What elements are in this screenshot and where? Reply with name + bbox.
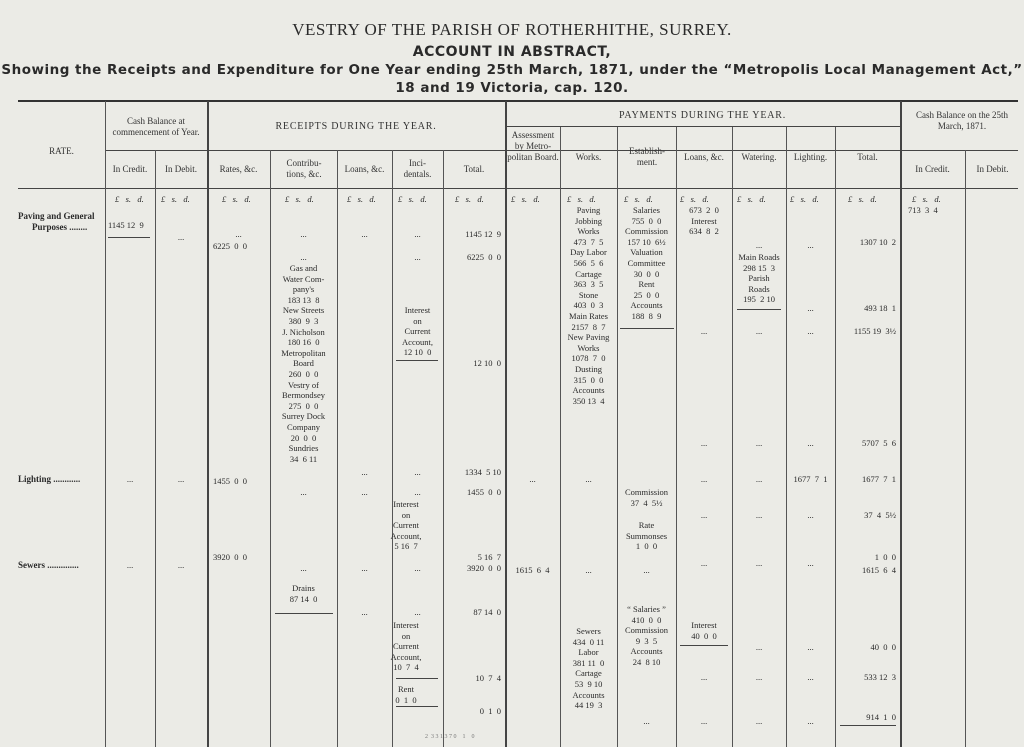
ellipsis: ...	[807, 558, 814, 568]
col-rule	[835, 126, 836, 747]
lsd-marker: £ s. d.	[848, 194, 877, 204]
ellipsis: ...	[414, 252, 421, 262]
header-assessment: Assessment by Metro- politan Board.	[507, 130, 559, 162]
sewers-establishment: “ Salaries ” 410 0 0 Commission 9 3 5 Accounts 24 8 10	[625, 604, 668, 667]
paving-payments-total-3: 1155 19 3½	[853, 326, 896, 336]
ellipsis: ...	[361, 607, 368, 617]
header-total-payments: Total.	[857, 152, 878, 162]
sewers-payments-total-1: 1615 6 4	[862, 565, 896, 575]
bottom-figures: 2 3 3 1 3 7 0 1 0	[425, 734, 475, 740]
ellipsis: ...	[361, 467, 368, 477]
lighting-rates: 1455 0 0	[213, 476, 247, 486]
paving-total-4: 1334 5 10	[464, 467, 501, 477]
paving-cash-credit: 1145 12 9	[108, 220, 144, 230]
ellipsis: ...	[755, 326, 763, 336]
header-cash-balance-end: Cash Balance on the 25th March, 1871.	[916, 110, 1008, 131]
lighting-payments-total-3: 1 0 0	[874, 552, 896, 562]
ellipsis: ...	[643, 716, 650, 726]
header-loans-receipts: Loans, &c.	[344, 164, 385, 174]
header-in-credit-end: In Credit.	[915, 164, 950, 174]
ellipsis: ...	[414, 467, 421, 477]
header-works: Works.	[575, 152, 602, 162]
lighting-total-2: 5 16 7	[477, 552, 501, 562]
sewers-incidentals-2: Rent 0 1 0	[395, 684, 417, 705]
paving-loans: 673 2 0 Interest 634 8 2	[689, 205, 719, 237]
document-subtitle: ACCOUNT IN ABSTRACT,	[412, 44, 612, 60]
ellipsis: ...	[807, 326, 814, 336]
header-loans-payments: Loans, &c.	[684, 152, 724, 162]
ellipsis: ...	[807, 438, 814, 448]
payments-header-rule	[505, 126, 900, 127]
header-total-receipts: Total.	[463, 164, 485, 174]
sewers-rates: 3920 0 0	[213, 552, 247, 562]
sum-rule	[840, 725, 896, 726]
ellipsis: ...	[126, 560, 134, 570]
sewers-assessment: 1615 6 4	[515, 565, 550, 575]
paving-payments-total-1: 1307 10 2	[859, 237, 896, 247]
ellipsis: ...	[300, 229, 307, 239]
paving-payments-total-2: 493 18 1	[864, 303, 896, 313]
ellipsis: ...	[414, 487, 421, 497]
ellipsis: ...	[700, 326, 708, 336]
ellipsis: ...	[807, 642, 814, 652]
header-payments: PAYMENTS DURING THE YEAR.	[618, 110, 787, 121]
ellipsis: ...	[300, 563, 307, 573]
ellipsis: ...	[700, 438, 708, 448]
ellipsis: ...	[755, 672, 763, 682]
col-rule	[105, 101, 106, 747]
ellipsis: ...	[807, 303, 814, 313]
ellipsis: ...	[361, 487, 368, 497]
lighting-payments-total-2: 37 4 5½	[864, 510, 896, 520]
header-cash-balance-start: Cash Balance at commencement of Year.	[112, 116, 200, 137]
subheader-rule	[105, 150, 1018, 151]
ellipsis: ...	[807, 510, 814, 520]
ellipsis: ...	[414, 607, 421, 617]
sewers-incidentals: Interest on Current Account, 10 7 4	[390, 620, 422, 673]
ellipsis: ...	[126, 474, 134, 484]
lsd-marker: £ s. d.	[115, 194, 144, 204]
ellipsis: ...	[414, 563, 421, 573]
sewers-payments-total-4: 914 1 0	[866, 712, 896, 722]
row-label-paving: Paving and General	[18, 211, 95, 221]
header-in-debit: In Debit.	[165, 164, 197, 174]
row-label-sewers: Sewers ..............	[18, 560, 79, 570]
paving-payments-total-4: 5707 5 6	[862, 438, 896, 448]
lsd-marker: £ s. d.	[398, 194, 427, 204]
col-rule	[505, 101, 507, 747]
ellipsis: ...	[755, 474, 763, 484]
paving-establishment: Salaries 755 0 0 Commission 157 10 6½ Valuation Committee 30 0 0 Rent 25 0 0 Accounts 188 8 9	[625, 205, 668, 321]
paving-end-credit: 713 3 4	[908, 205, 938, 215]
ellipsis: ...	[361, 229, 368, 239]
sewers-contributions: Drains 87 14 0	[289, 583, 318, 604]
header-watering: Watering.	[741, 152, 777, 162]
sewers-payments-total-3: 533 12 3	[864, 672, 896, 682]
sum-rule	[680, 645, 728, 646]
ellipsis: ...	[755, 510, 763, 520]
ellipsis: ...	[585, 565, 592, 575]
lsd-marker: £ s. d.	[624, 194, 653, 204]
col-rule	[900, 101, 902, 747]
table-top-rule	[18, 100, 1018, 102]
col-rule	[965, 150, 966, 747]
lsd-marker: £ s. d.	[790, 194, 819, 204]
paving-rates: 6225 0 0	[213, 241, 247, 251]
lsd-marker: £ s. d.	[680, 194, 709, 204]
sum-rule	[737, 309, 781, 310]
ellipsis: ...	[235, 229, 242, 239]
paving-incidentals: Interest on Current Account, 12 10 0	[402, 305, 433, 358]
ellipsis: ...	[807, 716, 814, 726]
sum-rule	[396, 360, 438, 361]
ellipsis: ...	[177, 474, 185, 484]
ellipsis: ...	[700, 672, 708, 682]
ellipsis: ...	[755, 642, 763, 652]
document-act: 18 and 19 Victoria, cap. 120.	[395, 80, 629, 96]
ellipsis: ...	[755, 716, 763, 726]
ellipsis: ...	[177, 560, 185, 570]
row-label-lighting: Lighting ............	[18, 474, 81, 484]
header-incidentals: Inci- dentals.	[403, 158, 432, 179]
lighting-payments-total-1: 1677 7 1	[862, 474, 896, 484]
lighting-total: 1455 0 0	[467, 487, 501, 497]
paving-total-1: 1145 12 9	[465, 229, 501, 239]
ellipsis: ...	[643, 565, 650, 575]
header-in-debit-end: In Debit.	[976, 164, 1009, 174]
lsd-marker: £ s. d.	[511, 194, 540, 204]
lsd-marker: £ s. d.	[161, 194, 190, 204]
ellipsis: ...	[700, 716, 708, 726]
lsd-marker: £ s. d.	[347, 194, 376, 204]
lighting-establishment-2: Rate Summonses 1 0 0	[625, 520, 668, 552]
lsd-marker: £ s. d.	[455, 194, 484, 204]
sewers-payments-total-2: 40 0 0	[870, 642, 896, 652]
header-establishment: Establish- ment.	[629, 146, 665, 167]
lsd-marker: £ s. d.	[222, 194, 251, 204]
ellipsis: ...	[807, 240, 814, 250]
ellipsis: ...	[755, 240, 763, 250]
sewers-loans: Interest 40 0 0	[691, 620, 717, 641]
sum-rule	[108, 237, 150, 238]
row-label-paving-cont: Purposes ........	[32, 222, 88, 232]
paving-total-2: 6225 0 0	[467, 252, 501, 262]
paving-contributions: Gas and Water Com- pany's 183 13 8 New Streets 380 9 3 J. Nicholson 180 16 0 Metropolitan Board 260 0 0 Vestry of Bermondsey 275 0 0 Surrey Dock Company 20 0 0 Sundries 34 6 11	[281, 263, 326, 464]
ellipsis: ...	[700, 474, 708, 484]
col-rule	[732, 126, 733, 747]
ellipsis: ...	[529, 474, 536, 484]
sum-rule	[396, 678, 438, 679]
paving-total-3: 12 10 0	[473, 358, 501, 368]
col-rule	[207, 101, 209, 747]
ellipsis: ...	[700, 510, 708, 520]
sewers-total: 3920 0 0	[467, 563, 501, 573]
ellipsis: ...	[300, 487, 307, 497]
sewers-total-3: 10 7 4	[475, 673, 501, 683]
paving-watering: Main Roads 298 15 3 Parish Roads 195 2 10	[738, 252, 780, 305]
ellipsis: ...	[755, 558, 763, 568]
lighting-lighting: 1677 7 1	[793, 474, 828, 484]
document-title: VESTRY OF THE PARISH OF ROTHERHITHE, SURREY.	[292, 20, 732, 39]
ellipsis: ...	[414, 229, 421, 239]
header-rates: Rates, &c.	[219, 164, 258, 174]
paving-works: Paving Jobbing Works 473 7 5 Day Labor 566 5 6 Cartage 363 3 5 Stone 403 0 3 Main Rates 2157 8 7 New Paving Works 1078 7 0 Dusting 315 0 0 Accounts 350 13 4	[567, 205, 610, 406]
header-contributions: Contribu- tions, &c.	[286, 158, 322, 179]
header-rate: RATE.	[49, 146, 74, 156]
header-lighting: Lighting.	[793, 152, 828, 162]
lsd-marker: £ s. d.	[912, 194, 941, 204]
ellipsis: ...	[361, 563, 368, 573]
header-in-credit: In Credit.	[112, 164, 148, 174]
col-rule	[786, 126, 787, 747]
ellipsis: ...	[177, 232, 185, 242]
ellipsis: ...	[755, 438, 763, 448]
sum-rule	[396, 706, 438, 707]
header-receipts: RECEIPTS DURING THE YEAR.	[275, 121, 437, 132]
sum-rule	[275, 613, 333, 614]
header-bottom-rule	[18, 188, 1018, 189]
sewers-works: Sewers 434 0 11 Labor 381 11 0 Cartage 53 9 10 Accounts 44 19 3	[572, 626, 605, 711]
lsd-marker: £ s. d.	[567, 194, 596, 204]
ellipsis: ...	[585, 474, 592, 484]
ellipsis: ...	[300, 252, 307, 262]
ellipsis: ...	[700, 558, 708, 568]
ellipsis: ...	[807, 672, 814, 682]
lsd-marker: £ s. d.	[285, 194, 314, 204]
sum-rule	[620, 328, 674, 329]
sewers-total-4: 0 1 0	[479, 706, 501, 716]
lighting-incidentals: Interest on Current Account, 5 16 7	[390, 499, 422, 552]
document-description: Showing the Receipts and Expenditure for One Year ending 25th March, 1871, under the “Metropolis Local Management Act,”	[1, 62, 1023, 78]
lighting-establishment: Commission 37 4 5½	[625, 487, 668, 508]
lsd-marker: £ s. d.	[737, 194, 766, 204]
sewers-total-2: 87 14 0	[473, 607, 501, 617]
